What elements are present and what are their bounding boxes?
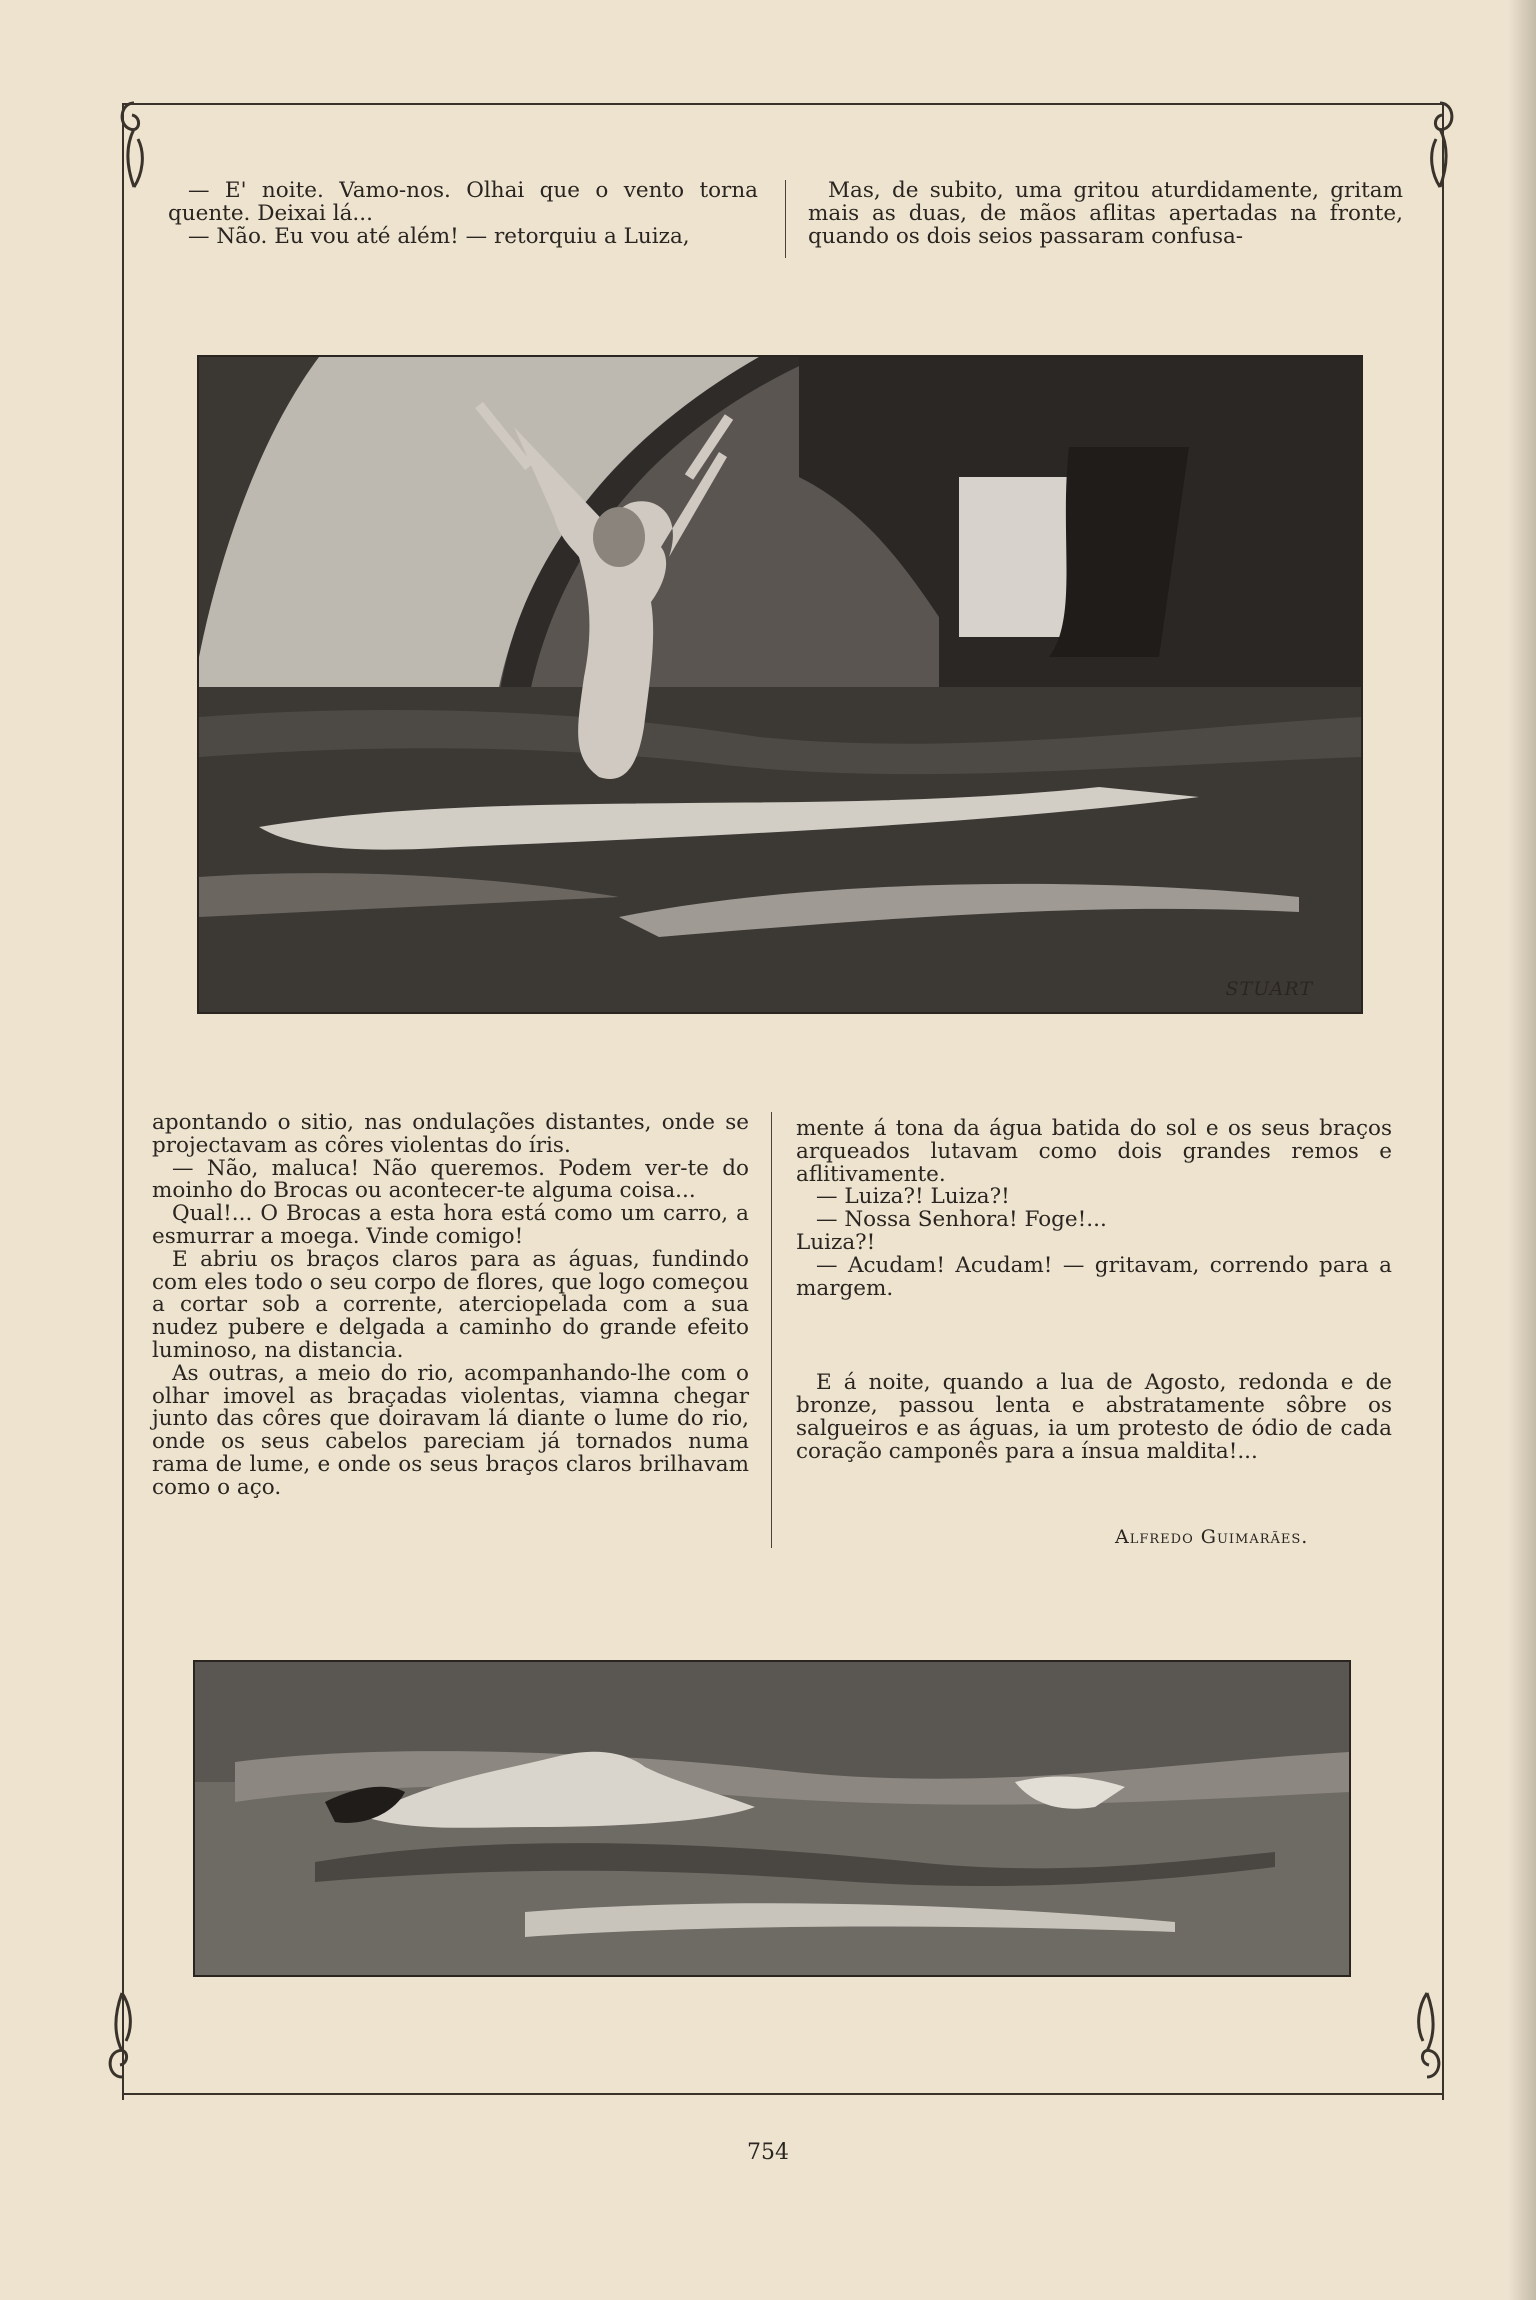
- corner-ornament-icon: [1418, 95, 1462, 195]
- column-rule: [785, 180, 786, 258]
- artist-signature: STUART: [1225, 978, 1313, 1000]
- paragraph: E abriu os braços claros para as águas, fundindo com eles todo o seu corpo de flores, que logo começou a cortar sob a corrente, aterciopelada com a sua nudez pubere e delgada a caminho do grande efeito luminoso, na distancia.: [152, 1246, 749, 1363]
- paragraph: apontando o sitio, nas ondulações distantes, onde se projectavam as côres violentas do íris.: [152, 1110, 749, 1158]
- paragraph: mente á tona da água batida do sol e os seus braços arqueados lutavam como dois grandes remos e aflitivamente.: [796, 1116, 1392, 1187]
- author-name: Alfredo Guimarães.: [1115, 1526, 1309, 1548]
- paragraph: — Nossa Senhora! Foge!...: [816, 1207, 1107, 1233]
- paragraph: Mas, de subito, uma gritou aturdidamente, gritam mais as duas, de mãos aflitas apertadas na fronte, quando os dois seios passaram confusa-: [808, 178, 1403, 249]
- paragraph: — Não, maluca! Não queremos. Podem ver-te do moinho do Brocas ou acontecer-te alguma coisa...: [152, 1155, 749, 1204]
- paragraph: Qual!... O Brocas a esta hora está como um carro, a esmurrar a moega. Vinde comigo!: [152, 1201, 749, 1249]
- paragraph: Luiza?!: [796, 1229, 876, 1255]
- middle-right-column: [796, 1118, 1392, 1464]
- corner-ornament-icon: [100, 1985, 144, 2085]
- illustration-bottom: [193, 1660, 1351, 1977]
- paragraph: As outras, a meio do rio, acompanhando-lhe com o olhar imovel as braçadas violentas, viamna chegar junto das côres que doiravam lá diante o lume do rio, onde os seus cabelos pareciam já tornados numa rama de lume, e onde os seus braços claros brilhavam como o aço.: [152, 1360, 749, 1500]
- top-right-column: [808, 180, 1403, 248]
- column-rule: [771, 1112, 772, 1548]
- paragraph: — Luiza?! Luiza?!: [816, 1184, 1010, 1210]
- top-left-column: [168, 180, 758, 248]
- page-border-bottom: [122, 2093, 1442, 2095]
- page-border-top: [122, 103, 1442, 105]
- paragraph: — Acudam! Acudam! — gritavam, correndo para a margem.: [796, 1252, 1392, 1301]
- illustration-top: [197, 355, 1363, 1014]
- painting-body-floating-in-river-icon: [195, 1662, 1349, 1975]
- paragraph: — E' noite. Vamo-nos. Olhai que o vento torna quente. Deixai lá...: [168, 178, 758, 226]
- page-edge-shadow: [1508, 0, 1536, 2300]
- paragraph: E á noite, quando a lua de Agosto, redonda e de bronze, passou lenta e abstratamente sôbre os salgueiros e as águas, ia um protesto de ódio de cada coração camponês para a ínsua maldita!...: [796, 1370, 1392, 1464]
- corner-ornament-icon: [112, 95, 156, 195]
- middle-left-column: [152, 1112, 749, 1500]
- page-number: 754: [747, 2140, 789, 2165]
- paragraph: — Não. Eu vou até além! — retorquiu a Luiza,: [188, 223, 690, 249]
- painting-woman-bathing-under-bridge-icon: [199, 357, 1361, 1012]
- corner-ornament-icon: [1405, 1985, 1449, 2085]
